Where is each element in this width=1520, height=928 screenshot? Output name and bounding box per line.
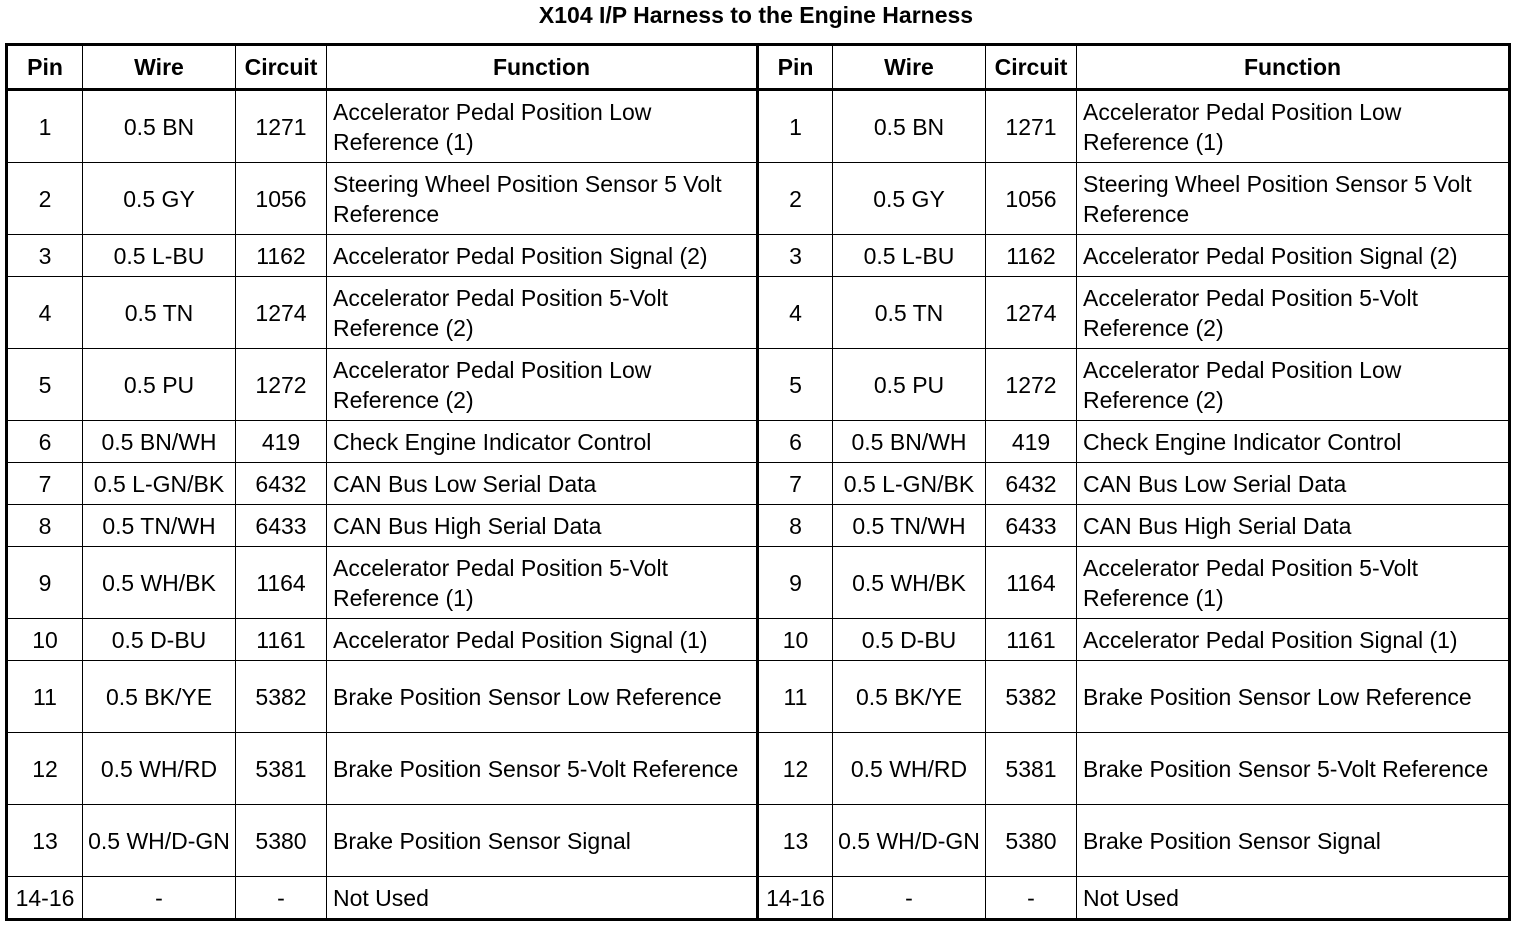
wire-cell: 0.5 WH/BK	[83, 547, 236, 619]
function-cell: Brake Position Sensor Signal	[327, 805, 758, 877]
pin-cell: 9	[7, 547, 83, 619]
circuit-cell: 5380	[236, 805, 327, 877]
pin-cell: 3	[758, 235, 833, 277]
pin-cell: 4	[7, 277, 83, 349]
function-cell: CAN Bus Low Serial Data	[1077, 463, 1510, 505]
pin-cell: 4	[758, 277, 833, 349]
pin-cell: 13	[758, 805, 833, 877]
pin-cell: 8	[758, 505, 833, 547]
wire-cell: 0.5 PU	[83, 349, 236, 421]
header-circuit: Circuit	[236, 45, 327, 90]
pin-cell: 8	[7, 505, 83, 547]
circuit-cell: 1056	[236, 163, 327, 235]
function-cell: Accelerator Pedal Position 5-Volt Reference (2)	[327, 277, 758, 349]
table-row	[7, 877, 1510, 920]
pin-cell: 14-16	[758, 877, 833, 920]
circuit-cell: 6433	[236, 505, 327, 547]
header-pin: Pin	[758, 45, 833, 90]
wire-cell: 0.5 WH/D-GN	[83, 805, 236, 877]
wire-cell: 0.5 L-BU	[833, 235, 986, 277]
table-row	[7, 805, 1510, 877]
circuit-cell: 6432	[986, 463, 1077, 505]
circuit-cell: 1272	[986, 349, 1077, 421]
function-cell: Brake Position Sensor Low Reference	[327, 661, 758, 733]
connector-pinout-table	[5, 43, 1511, 921]
wire-cell: 0.5 BN/WH	[833, 421, 986, 463]
function-cell: Brake Position Sensor Low Reference	[1077, 661, 1510, 733]
function-cell: Check Engine Indicator Control	[327, 421, 758, 463]
function-cell: Accelerator Pedal Position 5-Volt Reference (2)	[1077, 277, 1510, 349]
circuit-cell: 6433	[986, 505, 1077, 547]
pin-cell: 12	[7, 733, 83, 805]
wire-cell: 0.5 L-GN/BK	[83, 463, 236, 505]
wire-cell: 0.5 GY	[833, 163, 986, 235]
circuit-cell: 1271	[236, 90, 327, 163]
circuit-cell: 1164	[236, 547, 327, 619]
circuit-cell: 1056	[986, 163, 1077, 235]
pin-cell: 6	[758, 421, 833, 463]
wire-cell: 0.5 TN/WH	[83, 505, 236, 547]
function-cell: Accelerator Pedal Position 5-Volt Reference (1)	[1077, 547, 1510, 619]
function-cell: Steering Wheel Position Sensor 5 Volt Reference	[327, 163, 758, 235]
circuit-cell: 1161	[236, 619, 327, 661]
header-function: Function	[327, 45, 758, 90]
circuit-cell: 1274	[986, 277, 1077, 349]
circuit-cell: 5382	[986, 661, 1077, 733]
header-wire: Wire	[833, 45, 986, 90]
function-cell: Steering Wheel Position Sensor 5 Volt Reference	[1077, 163, 1510, 235]
circuit-cell: 1162	[236, 235, 327, 277]
pin-cell: 12	[758, 733, 833, 805]
table-body	[7, 90, 1510, 920]
table-row	[7, 421, 1510, 463]
wire-cell: 0.5 TN/WH	[833, 505, 986, 547]
table-row	[7, 505, 1510, 547]
header-function: Function	[1077, 45, 1510, 90]
pin-cell: 6	[7, 421, 83, 463]
function-cell: Accelerator Pedal Position Low Reference (1)	[1077, 90, 1510, 163]
table-row	[7, 277, 1510, 349]
function-cell: Accelerator Pedal Position Signal (2)	[1077, 235, 1510, 277]
pin-cell: 1	[7, 90, 83, 163]
circuit-cell: 1162	[986, 235, 1077, 277]
function-cell: Accelerator Pedal Position 5-Volt Reference (1)	[327, 547, 758, 619]
header-row	[7, 45, 1510, 90]
wire-cell: 0.5 BK/YE	[833, 661, 986, 733]
circuit-cell: 5381	[236, 733, 327, 805]
function-cell: Brake Position Sensor 5-Volt Reference	[1077, 733, 1510, 805]
function-cell: Accelerator Pedal Position Signal (1)	[327, 619, 758, 661]
pin-cell: 10	[758, 619, 833, 661]
circuit-cell: 5381	[986, 733, 1077, 805]
page-title: X104 I/P Harness to the Engine Harness	[538, 2, 974, 28]
function-cell: Brake Position Sensor 5-Volt Reference	[327, 733, 758, 805]
pin-cell: 11	[758, 661, 833, 733]
table-row	[7, 349, 1510, 421]
pin-cell: 11	[7, 661, 83, 733]
table-row	[7, 463, 1510, 505]
table-row	[7, 90, 1510, 163]
pin-cell: 5	[758, 349, 833, 421]
wire-cell: -	[83, 877, 236, 920]
wire-cell: -	[833, 877, 986, 920]
pin-cell: 13	[7, 805, 83, 877]
pin-cell: 7	[758, 463, 833, 505]
function-cell: Brake Position Sensor Signal	[1077, 805, 1510, 877]
wire-cell: 0.5 GY	[83, 163, 236, 235]
pin-cell: 2	[7, 163, 83, 235]
table-row	[7, 661, 1510, 733]
circuit-cell: 6432	[236, 463, 327, 505]
function-cell: Accelerator Pedal Position Low Reference (2)	[1077, 349, 1510, 421]
pin-cell: 2	[758, 163, 833, 235]
wire-cell: 0.5 WH/RD	[83, 733, 236, 805]
circuit-cell: 5380	[986, 805, 1077, 877]
header-pin: Pin	[7, 45, 83, 90]
function-cell: CAN Bus High Serial Data	[1077, 505, 1510, 547]
wire-cell: 0.5 TN	[833, 277, 986, 349]
function-cell: Not Used	[1077, 877, 1510, 920]
function-cell: Accelerator Pedal Position Low Reference (2)	[327, 349, 758, 421]
table-row	[7, 163, 1510, 235]
wire-cell: 0.5 WH/RD	[833, 733, 986, 805]
function-cell: Not Used	[327, 877, 758, 920]
pin-cell: 5	[7, 349, 83, 421]
wire-cell: 0.5 BN	[833, 90, 986, 163]
function-cell: Accelerator Pedal Position Low Reference (1)	[327, 90, 758, 163]
function-cell: Accelerator Pedal Position Signal (2)	[327, 235, 758, 277]
wire-cell: 0.5 TN	[83, 277, 236, 349]
wire-cell: 0.5 WH/BK	[833, 547, 986, 619]
table-row	[7, 619, 1510, 661]
function-cell: Accelerator Pedal Position Signal (1)	[1077, 619, 1510, 661]
circuit-cell: -	[986, 877, 1077, 920]
wire-cell: 0.5 PU	[833, 349, 986, 421]
circuit-cell: 5382	[236, 661, 327, 733]
table-row	[7, 547, 1510, 619]
wire-cell: 0.5 L-BU	[83, 235, 236, 277]
pin-cell: 14-16	[7, 877, 83, 920]
wire-cell: 0.5 BN/WH	[83, 421, 236, 463]
wire-cell: 0.5 D-BU	[833, 619, 986, 661]
table-row	[7, 235, 1510, 277]
function-cell: CAN Bus High Serial Data	[327, 505, 758, 547]
wire-cell: 0.5 BK/YE	[83, 661, 236, 733]
circuit-cell: 1272	[236, 349, 327, 421]
pin-cell: 7	[7, 463, 83, 505]
circuit-cell: 1271	[986, 90, 1077, 163]
circuit-cell: 1161	[986, 619, 1077, 661]
function-cell: Check Engine Indicator Control	[1077, 421, 1510, 463]
pin-cell: 10	[7, 619, 83, 661]
circuit-cell: -	[236, 877, 327, 920]
pin-cell: 1	[758, 90, 833, 163]
function-cell: CAN Bus Low Serial Data	[327, 463, 758, 505]
wire-cell: 0.5 BN	[83, 90, 236, 163]
wire-cell: 0.5 L-GN/BK	[833, 463, 986, 505]
pin-cell: 3	[7, 235, 83, 277]
table-row	[7, 733, 1510, 805]
wire-cell: 0.5 WH/D-GN	[833, 805, 986, 877]
circuit-cell: 419	[236, 421, 327, 463]
circuit-cell: 1164	[986, 547, 1077, 619]
wire-cell: 0.5 D-BU	[83, 619, 236, 661]
header-wire: Wire	[83, 45, 236, 90]
circuit-cell: 1274	[236, 277, 327, 349]
circuit-cell: 419	[986, 421, 1077, 463]
pin-cell: 9	[758, 547, 833, 619]
header-circuit: Circuit	[986, 45, 1077, 90]
